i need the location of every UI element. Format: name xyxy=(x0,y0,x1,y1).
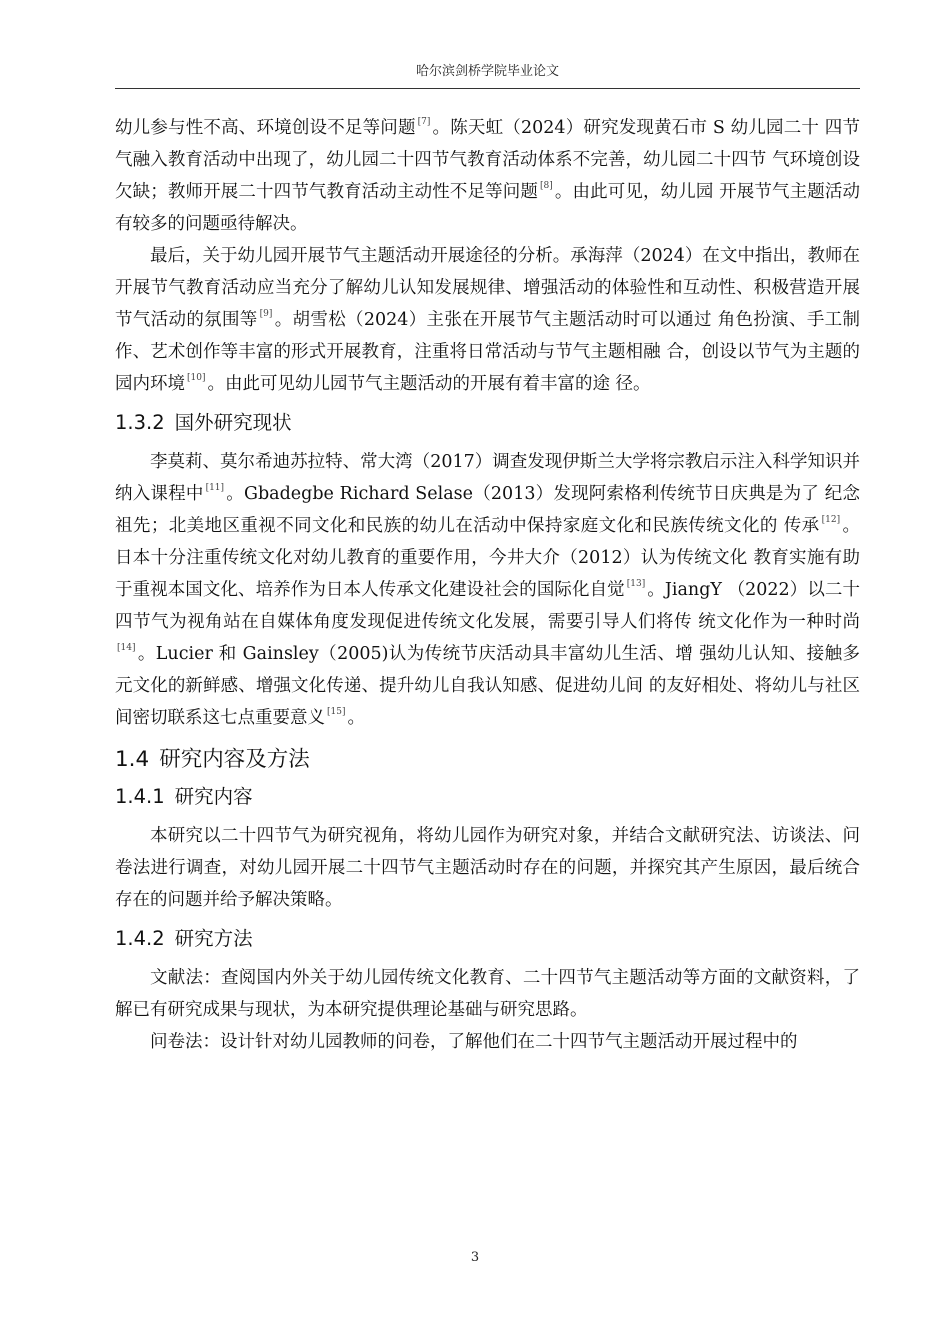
paragraph-domestic-problems xyxy=(115,112,860,240)
section-heading-1-4 xyxy=(115,746,860,774)
section-title: 研究内容 xyxy=(174,785,253,808)
text-run: 。JiangY （2022）以二十四节气为视角站在自媒体角度发现促进传统文化发展，需要引导人们将传 统文化作为一种时尚 xyxy=(115,580,861,632)
citation-ref: [9] xyxy=(259,309,273,319)
text-run: 最后，关于幼儿园开展节气主题活动开展途径的分析。承海萍（2024）在文中指出，教师在开展节气教育活动应当充分了解幼儿认知发展规律、增强活动的体验性和互动性、积极营造开展节气活动的氛围等 xyxy=(115,246,860,330)
citation-ref: [14] xyxy=(117,643,136,653)
citation-ref: [8] xyxy=(539,181,553,191)
section-title: 研究内容及方法 xyxy=(159,747,310,772)
running-header: 哈尔滨剑桥学院毕业论文 xyxy=(415,64,559,79)
text-run: 。 xyxy=(347,708,365,728)
citation-ref: [11] xyxy=(205,483,225,493)
body-text xyxy=(115,112,860,1058)
citation-ref: [7] xyxy=(417,117,431,127)
paragraph-foreign-research xyxy=(115,446,860,734)
citation-ref: [10] xyxy=(187,373,206,383)
section-number: 1.4.1 xyxy=(115,785,165,808)
citation-ref: [12] xyxy=(821,515,841,525)
text-run: 。由此可见幼儿园节气主题活动的开展有着丰富的途 径。 xyxy=(207,374,651,394)
header-rule xyxy=(115,88,860,89)
text-run: 。胡雪松（2024）主张在开展节气主题活动时可以通过 角色扮演、手工制作、艺术创作等丰富的形式开展教育，注重将日常活动与节气主题相融 合，创设以节气为主题的园内环境 xyxy=(115,310,860,394)
text-run: 幼儿参与性不高、环境创设不足等问题 xyxy=(115,118,416,138)
section-title: 国外研究现状 xyxy=(174,411,292,434)
text-run: 。由此可见，幼儿园 开展节气主题活动有较多的问题亟待解决。 xyxy=(115,182,861,234)
section-number: 1.4 xyxy=(115,747,150,772)
text-run: 。陈天虹（2024）研究发现黄石市 S 幼儿园二十 四节气融入教育活动中出现了，幼儿园二十四节气教育活动体系不完善，幼儿园二十四节 气环境创设欠缺；教师开展二十四节气教育活动主动性不足等问题 xyxy=(115,118,860,202)
text-run: 。 日本十分注重传统文化对幼儿教育的重要作用，今井大介（2012）认为传统文化 教育实施有助于重视本国文化、培养作为日本人传承文化建设社会的国际化自觉 xyxy=(115,516,861,600)
section-heading-1-3-2 xyxy=(115,410,860,436)
paragraph-questionnaire-method: 问卷法：设计针对幼儿园教师的问卷，了解他们在二十四节气主题活动开展过程中的 xyxy=(150,1032,798,1052)
citation-ref: [15] xyxy=(327,707,346,717)
citation-ref: [13] xyxy=(626,579,646,589)
section-heading-1-4-1 xyxy=(115,784,860,810)
text-run: 。Gbadegbe Richard Selase（2013）发现阿索格利传统节日庆典是为了 纪念祖先；北美地区重视不同文化和民族的幼儿在活动中保持家庭文化和民族传统文化的 传承 xyxy=(115,484,861,536)
paragraph-research-content: 本研究以二十四节气为研究视角，将幼儿园作为研究对象，并结合文献研究法、访谈法、问卷法进行调查，对幼儿园开展二十四节气主题活动时存在的问题，并探究其产生原因，最后统合存在的问题并给予解决策略。 xyxy=(115,826,860,910)
section-heading-1-4-2 xyxy=(115,926,860,952)
text-run: 李莫莉、莫尔希迪苏拉特、常大湾（2017）调查发现伊斯兰大学将宗教启示注入科学知识并纳入课程中 xyxy=(115,452,860,504)
paragraph-literature-method: 文献法：查阅国内外关于幼儿园传统文化教育、二十四节气主题活动等方面的文献资料，了解已有研究成果与现状，为本研究提供理论基础与研究思路。 xyxy=(115,968,860,1020)
paragraph-activity-approaches xyxy=(115,240,860,400)
section-title: 研究方法 xyxy=(174,927,253,950)
section-number: 1.3.2 xyxy=(115,411,165,434)
page-number: 3 xyxy=(470,1250,480,1265)
section-number: 1.4.2 xyxy=(115,927,165,950)
text-run: 。Lucier 和 Gainsley（2005)认为传统节庆活动具丰富幼儿生活、增 强幼儿认知、接触多元文化的新鲜感、增强文化传递、提升幼儿自我认知感、促进幼儿间 的友好相处、将幼儿与社区间密切联系这七点重要意义 xyxy=(115,644,860,728)
